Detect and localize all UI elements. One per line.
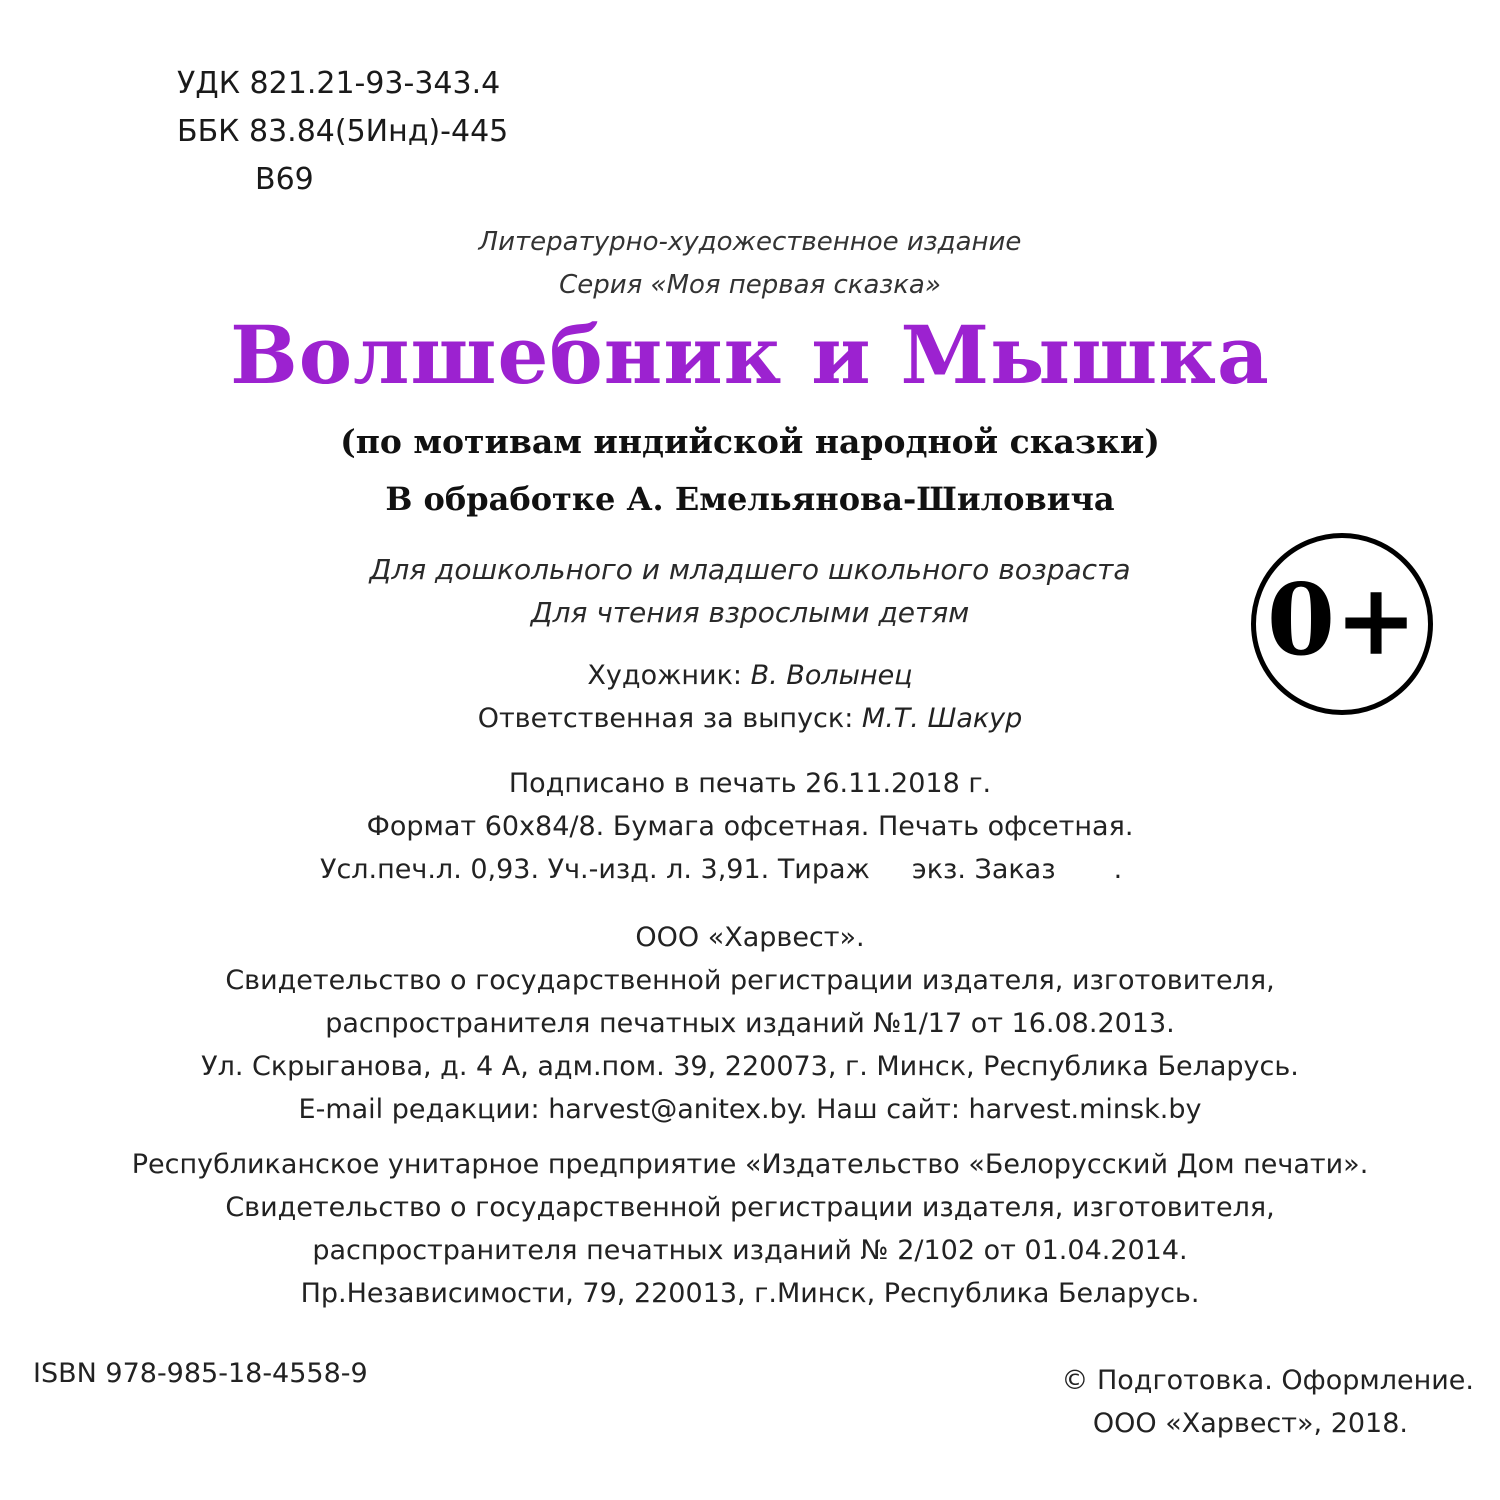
editor-name: М.Т. Шакур: [861, 703, 1023, 734]
audience-line-2: Для чтения взрослыми детям: [530, 596, 970, 629]
artist-credit: [0, 660, 1500, 691]
artist-label: Художник:: [587, 660, 743, 691]
isbn: ISBN 978-985-18-4558-9: [33, 1358, 368, 1389]
printer-address: Пр.Независимости, 79, 220013, г.Минск, Республика Беларусь.: [300, 1278, 1200, 1309]
book-subtitle: (по мотивам индийской народной сказки): [340, 422, 1160, 461]
age-rating-text: 0+: [1266, 563, 1418, 678]
audience-line-1: Для дошкольного и младшего школьного возраста: [369, 553, 1131, 586]
artist-name: В. Волынец: [750, 660, 913, 691]
editor-credit: [0, 703, 1500, 734]
publisher-contacts: E-mail редакции: harvest@anitex.by. Наш сайт: harvest.minsk.by: [298, 1094, 1202, 1125]
book-title: Волшебник и Мышка: [230, 308, 1270, 402]
series-name: Серия «Моя первая сказка»: [559, 270, 941, 300]
publisher-address: Ул. Скрыганова, д. 4 А, адм.пом. 39, 220073, г. Минск, Республика Беларусь.: [201, 1051, 1299, 1082]
printer-name: Республиканское унитарное предприятие «Издательство «Белорусский Дом печати».: [131, 1149, 1369, 1180]
udk-code: УДК 821.21-93-343.4: [177, 66, 501, 101]
print-sheets-text: Усл.печ.л. 0,93. Уч.-изд. л. 3,91. Тираж: [320, 854, 870, 885]
print-order-period: .: [1113, 854, 1123, 885]
author-mark: В69: [255, 162, 314, 197]
publisher-name: ООО «Харвест».: [635, 922, 865, 953]
printer-cert-line-1: Свидетельство о государственной регистрации издателя, изготовителя,: [225, 1192, 1275, 1223]
print-copies-text: экз. Заказ: [911, 854, 1056, 885]
copyright-line-1: © Подготовка. Оформление.: [1061, 1365, 1474, 1396]
print-format: Формат 60x84/8. Бумага офсетная. Печать офсетная.: [366, 811, 1134, 842]
printer-cert-line-2: распространителя печатных изданий № 2/102 от 01.04.2014.: [312, 1235, 1188, 1266]
bbk-code: ББК 83.84(5Инд)-445: [177, 114, 509, 149]
print-signed-date: Подписано в печать 26.11.2018 г.: [508, 768, 992, 799]
publisher-cert-line-2: распространителя печатных изданий №1/17 от 16.08.2013.: [325, 1008, 1175, 1039]
publisher-cert-line-1: Свидетельство о государственной регистрации издателя, изготовителя,: [225, 965, 1275, 996]
adaptation-credit: В обработке А. Емельянова-Шиловича: [385, 480, 1115, 518]
editor-label: Ответственная за выпуск:: [477, 703, 854, 734]
edition-type: Литературно-художественное издание: [478, 227, 1022, 257]
print-sheets: [320, 854, 1122, 885]
copyright-line-2: ООО «Харвест», 2018.: [1092, 1408, 1408, 1439]
